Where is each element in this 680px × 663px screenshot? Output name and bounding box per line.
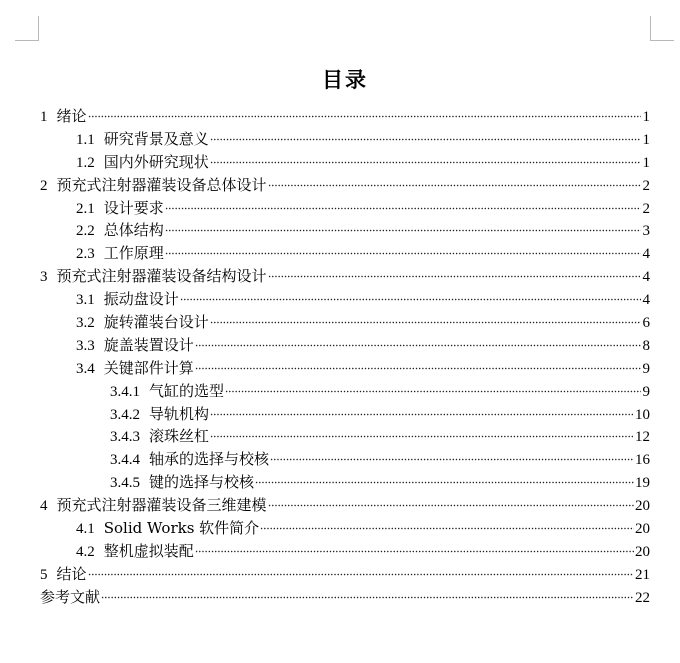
- toc-entry-page: 9: [642, 360, 650, 377]
- toc-entry-page: 1: [642, 154, 650, 171]
- toc-entry-title: 整机虚拟装配: [103, 541, 194, 560]
- toc-entry-title: 预充式注射器灌装设备三维建模: [56, 496, 267, 515]
- toc-entry-page: 4: [642, 246, 650, 263]
- toc-entry-title: 总体结构: [103, 221, 164, 240]
- toc-entry[interactable]: [40, 288, 650, 311]
- dot-leader: [88, 115, 641, 118]
- dot-leader: [210, 161, 641, 164]
- toc-entry-page: 20: [635, 521, 650, 538]
- dot-leader: [268, 504, 634, 507]
- dot-leader: [210, 138, 641, 141]
- dot-leader: [225, 390, 641, 393]
- toc-entry[interactable]: [40, 380, 650, 403]
- table-of-contents: [40, 105, 650, 609]
- dot-leader: [260, 527, 634, 530]
- toc-entry[interactable]: [40, 403, 650, 426]
- toc-entry-page: 19: [635, 475, 650, 492]
- toc-entry-page: 9: [642, 383, 650, 400]
- toc-entry-page: 3: [642, 223, 650, 240]
- toc-entry[interactable]: [40, 219, 650, 242]
- toc-entry[interactable]: [40, 517, 650, 540]
- toc-entry-page: 6: [642, 315, 650, 332]
- toc-entry-number: 1.1: [76, 131, 95, 148]
- toc-entry-page: 2: [642, 200, 650, 217]
- toc-entry[interactable]: [40, 265, 650, 288]
- toc-entry-title: 设计要求: [103, 198, 164, 217]
- toc-entry-title: 旋转灌装台设计: [103, 313, 209, 332]
- toc-entry-title: 振动盘设计: [103, 290, 179, 309]
- dot-leader: [210, 321, 641, 324]
- toc-entry-title: 工作原理: [103, 244, 164, 263]
- toc-entry-title: 研究背景及意义: [103, 129, 209, 148]
- toc-entry-number: 3.4.5: [110, 475, 140, 492]
- toc-entry[interactable]: [40, 563, 650, 586]
- dot-leader: [195, 367, 641, 370]
- toc-entry[interactable]: [40, 105, 650, 128]
- toc-entry-number: 1.2: [76, 154, 95, 171]
- dot-leader: [210, 435, 634, 438]
- toc-entry-number: 4: [40, 498, 48, 515]
- toc-entry[interactable]: [40, 242, 650, 265]
- toc-entry[interactable]: [40, 334, 650, 357]
- dot-leader: [255, 481, 634, 484]
- toc-entry-title: 导轨机构: [149, 404, 210, 423]
- toc-entry-number: 2.2: [76, 223, 95, 240]
- toc-entry-page: 8: [642, 337, 650, 354]
- toc-entry-number: 3.4.4: [110, 452, 140, 469]
- dot-leader: [195, 550, 634, 553]
- toc-entry-number: 1: [40, 109, 48, 125]
- toc-entry-number: 3.1: [76, 292, 95, 309]
- toc-entry-title: 键的选择与校核: [149, 473, 255, 492]
- toc-entry-page: 16: [635, 452, 650, 469]
- dot-leader: [88, 573, 634, 576]
- crop-mark-top-left-vertical: [38, 16, 39, 41]
- toc-entry-number: 3.4.3: [110, 429, 140, 446]
- dot-leader: [270, 458, 634, 461]
- toc-entry-number: 2.1: [76, 200, 95, 217]
- toc-entry-number: 3.2: [76, 315, 95, 332]
- toc-entry-page: 4: [642, 269, 650, 286]
- toc-entry[interactable]: [40, 586, 650, 609]
- toc-entry-page: 2: [642, 177, 650, 194]
- toc-entry-title: 关键部件计算: [103, 358, 194, 377]
- toc-entry-page: 1: [642, 131, 650, 148]
- toc-entry-title: 预充式注射器灌装设备结构设计: [56, 267, 267, 286]
- toc-entry-page: 12: [635, 429, 650, 446]
- toc-entry-title: 滚珠丝杠: [149, 427, 210, 446]
- toc-entry-title: 国内外研究现状: [103, 152, 209, 171]
- toc-title: 目录: [322, 67, 368, 92]
- toc-entry-number: 3.4.1: [110, 383, 140, 400]
- dot-leader: [268, 275, 641, 278]
- toc-entry-page: 1: [642, 109, 650, 125]
- toc-entry[interactable]: [40, 494, 650, 517]
- toc-entry-page: 22: [635, 589, 650, 606]
- toc-entry-number: 2.3: [76, 246, 95, 263]
- dot-leader: [165, 207, 641, 210]
- toc-entry-title: 预充式注射器灌装设备总体设计: [56, 175, 267, 194]
- toc-entry-number: 3.4.2: [110, 406, 140, 423]
- dot-leader: [210, 413, 634, 416]
- toc-entry[interactable]: [40, 174, 650, 197]
- toc-entry-title: 参考文献: [40, 587, 101, 606]
- toc-entry-number: 3.3: [76, 337, 95, 354]
- crop-mark-top-right-vertical: [650, 16, 651, 41]
- toc-entry-number: 4.1: [76, 521, 95, 538]
- toc-entry-title: 轴承的选择与校核: [149, 450, 270, 469]
- crop-mark-top-left-horizontal: [15, 40, 39, 41]
- toc-entry[interactable]: [40, 151, 650, 174]
- dot-leader: [101, 596, 634, 599]
- toc-entry-number: 3: [40, 269, 48, 286]
- toc-entry-title: 旋盖装置设计: [103, 335, 194, 354]
- toc-entry-number: 4.2: [76, 543, 95, 560]
- dot-leader: [165, 252, 641, 255]
- toc-entry-title: 绪论: [56, 107, 87, 125]
- toc-entry-page: 21: [635, 566, 650, 583]
- toc-entry[interactable]: [40, 128, 650, 151]
- toc-entry-page: 10: [635, 406, 650, 423]
- dot-leader: [180, 298, 641, 301]
- toc-entry-number: 3.4: [76, 360, 95, 377]
- toc-entry-number: 5: [40, 566, 48, 583]
- toc-entry-number: 2: [40, 177, 48, 194]
- toc-entry-page: 4: [642, 292, 650, 309]
- toc-entry[interactable]: [40, 471, 650, 494]
- toc-entry[interactable]: [40, 540, 650, 563]
- toc-entry-title: 气缸的选型: [149, 381, 225, 400]
- toc-entry-title: 结论: [56, 564, 87, 583]
- toc-entry[interactable]: [40, 448, 650, 471]
- toc-entry[interactable]: [40, 311, 650, 334]
- toc-entry[interactable]: [40, 357, 650, 380]
- toc-entry-page: 20: [635, 498, 650, 515]
- dot-leader: [268, 184, 641, 187]
- toc-entry-page: 20: [635, 543, 650, 560]
- toc-entry[interactable]: [40, 197, 650, 220]
- toc-entry-title: Solid Works 软件简介: [103, 519, 260, 538]
- dot-leader: [195, 344, 641, 347]
- dot-leader: [165, 229, 641, 232]
- crop-mark-top-right-horizontal: [650, 40, 674, 41]
- toc-entry[interactable]: [40, 425, 650, 448]
